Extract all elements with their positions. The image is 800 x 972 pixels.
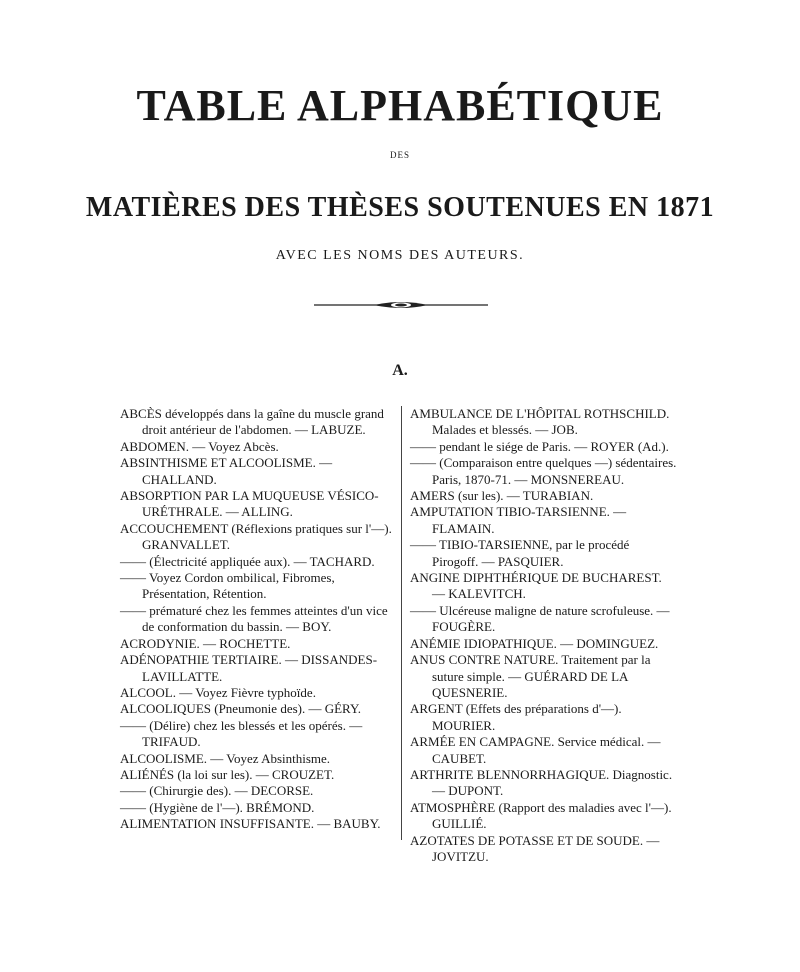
authors-line: AVEC LES NOMS DES AUTEURS. [275, 248, 525, 263]
index-entry: —— Ulcéreuse maligne de nature scrofuleuse. — FOUGÈRE. [410, 602, 670, 635]
page-title: TABLE ALPHABÉTIQUE [136, 81, 664, 130]
left-column [120, 406, 392, 833]
section-letter: A. [392, 362, 408, 379]
index-entry: ACRODYNIE. — ROCHETTE. [120, 635, 291, 651]
index-entry: ADÉNOPATHIE TERTIAIRE. — DISSANDES-LAVILLATTE. [120, 652, 378, 684]
index-entry: —— (Délire) chez les blessés et les opérés. — TRIFAUD. [120, 717, 363, 750]
index-entry: —— TIBIO-TARSIENNE, par le procédé Pirogoff. — PASQUIER. [410, 537, 630, 569]
index-entry: —— (Hygiène de l'—). BRÉMOND. [120, 799, 315, 815]
index-entry: —— (Chirurgie des). — DECORSE. [120, 783, 314, 799]
index-entry: ALCOOLIQUES (Pneumonie des). — GÉRY. [120, 701, 361, 717]
right-column [410, 406, 678, 865]
index-entry: ABCÈS développés dans la gaîne du muscle grand droit antérieur de l'abdomen. — LABUZE. [120, 406, 384, 438]
index-entry: ANÉMIE IDIOPATHIQUE. — DOMINGUEZ. [410, 635, 659, 651]
ornamental-rule [314, 298, 488, 312]
index-entry: —— pendant le siége de Paris. — ROYER (Ad.). [410, 438, 669, 454]
index-entry: ARGENT (Effets des préparations d'—). MOURIER. [410, 701, 622, 733]
column-divider [401, 406, 402, 840]
index-entry: AMBULANCE DE L'HÔPITAL ROTHSCHILD. Malades et blessés. — JOB. [410, 406, 670, 438]
index-entry: ABDOMEN. — Voyez Abcès. [120, 438, 279, 454]
index-entry: —— prématuré chez les femmes atteintes d'un vice de conformation du bassin. — BOY. [120, 602, 388, 635]
index-entry: AMPUTATION TIBIO-TARSIENNE. — FLAMAIN. [410, 504, 627, 536]
index-entry: ATMOSPHÈRE (Rapport des maladies avec l'—). GUILLIÉ. [410, 799, 672, 832]
index-entry: AZOTATES DE POTASSE ET DE SOUDE. — JOVITZU. [410, 832, 660, 864]
index-entry: —— (Électricité appliquée aux). — TACHARD. [120, 553, 375, 569]
index-entry: ALIÉNÉS (la loi sur les). — CROUZET. [120, 766, 335, 782]
index-entry: ABSINTHISME ET ALCOOLISME. — CHALLAND. [120, 455, 333, 487]
index-entry: ALCOOLISME. — Voyez Absinthisme. [120, 750, 331, 766]
index-entry: —— (Comparaison entre quelques —) sédentaires. Paris, 1870-71. — MONSNEREAU. [410, 455, 677, 487]
index-entry: AMERS (sur les). — TURABIAN. [410, 488, 594, 504]
index-entry: ANUS CONTRE NATURE. Traitement par la suture simple. — GUÉRARD DE LA QUESNERIE. [410, 652, 651, 700]
index-entry: ARMÉE EN CAMPAGNE. Service médical. — CAUBET. [410, 734, 661, 766]
title-connector: DES [389, 150, 410, 160]
index-entry: ARTHRITE BLENNORRHAGIQUE. Diagnostic. — DUPONT. [410, 766, 673, 799]
index-entry: ABSORPTION PAR LA MUQUEUSE VÉSICO-URÉTHRALE. — ALLING. [120, 488, 379, 520]
index-entry: ALIMENTATION INSUFFISANTE. — BAUBY. [120, 816, 381, 832]
index-entry: —— Voyez Cordon ombilical, Fibromes, Présentation, Rétention. [120, 570, 335, 602]
page-subtitle: MATIÈRES DES THÈSES SOUTENUES EN 1871 [85, 192, 715, 223]
index-entry: ANGINE DIPHTHÉRIQUE DE BUCHAREST. — KALEVITCH. [410, 570, 662, 602]
index-entry: ALCOOL. — Voyez Fièvre typhoïde. [120, 684, 316, 700]
index-entry: ACCOUCHEMENT (Réflexions pratiques sur l'—). GRANVALLET. [120, 520, 392, 553]
